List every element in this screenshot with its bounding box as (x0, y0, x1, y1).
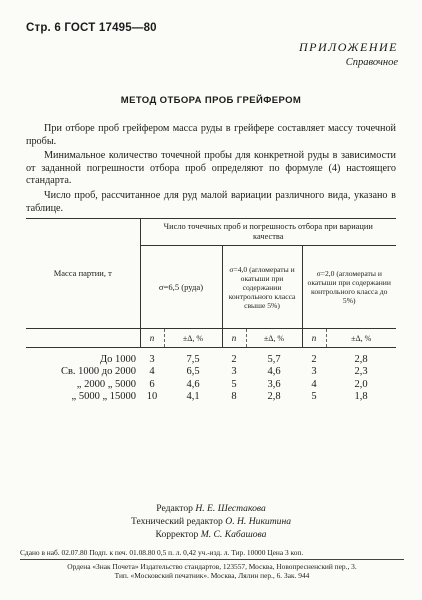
row-n1: 6 (149, 378, 155, 390)
subcol-n-3: n (302, 329, 326, 348)
paragraph-1-text: При отборе проб грейфером масса руды в грейфере составляет массу точечной пробы. (26, 123, 396, 147)
subgroup-header-1: σ=6,5 (руда) (140, 246, 222, 329)
print-details: Сдано в наб. 02.07.80 Подп. к печ. 01.08.80 0,5 п. л. 0,42 уч.-изд. л. Тир. 10000 Цена 3 коп. (20, 548, 304, 557)
subcol-delta-3: ±Δ, % (326, 329, 396, 348)
row-d3: 2,0 (354, 378, 368, 390)
row-d2: 2,8 (267, 391, 281, 403)
row-n2: 3 (231, 366, 237, 378)
appendix-label (299, 40, 398, 68)
row-mass: „ 5000 „ 15000 (71, 391, 136, 403)
subcol-n-2: n (222, 329, 246, 348)
table-row (26, 354, 396, 366)
appendix-subtitle: Справочное (345, 57, 398, 68)
row-n1: 3 (149, 354, 155, 365)
section-title: МЕТОД ОТБОРА ПРОБ ГРЕЙФЕРОМ (120, 95, 302, 106)
row-d3: 2,3 (354, 366, 368, 378)
credit-editor (0, 502, 422, 515)
paragraph-3-text: Число проб, рассчитанное для руд малой вариации различного вида, указано в таблице. (26, 190, 396, 214)
row-d2: 3,6 (267, 378, 281, 390)
row-d1: 4,1 (186, 391, 200, 403)
row-d2: 5,7 (267, 354, 281, 365)
row-mass: До 1000 (99, 354, 136, 365)
editor-role: Редактор (156, 503, 193, 514)
row-n2: 8 (231, 391, 237, 403)
corrector-name: М. С. Кабашова (200, 529, 267, 540)
sampling-table (26, 218, 396, 404)
row-n3: 3 (311, 366, 317, 378)
row-n2: 2 (231, 354, 237, 365)
row-d1: 6,5 (186, 366, 200, 378)
credit-tech-editor (0, 515, 422, 528)
subcol-blank (26, 329, 140, 348)
table-row (26, 379, 396, 391)
paragraph-3 (26, 190, 396, 215)
row-n1: 10 (146, 391, 158, 403)
row-mass: Св. 1000 до 2000 (60, 366, 136, 378)
row-n3: 2 (311, 354, 317, 365)
row-n3: 4 (311, 378, 317, 390)
paragraph-2-text: Минимальное количество точечной пробы для конкретной руды в зависимости от заданной погрешности отбора проб определяют по формуле (4) настоящего стандарта. (26, 150, 396, 187)
group-header: Число точечных проб и погрешность отбора при вариации качества (140, 219, 396, 246)
subgroup-header-2: σ=4,0 (агломераты и окатыши при содержании контрольного класса свыше 5%) (222, 246, 302, 329)
footer-divider (20, 559, 404, 560)
paragraph-2 (26, 150, 396, 188)
publication-info (20, 548, 404, 581)
table-row (26, 391, 396, 403)
row-n3: 5 (311, 391, 317, 403)
row-n2: 5 (231, 378, 237, 390)
paragraph-1 (26, 123, 396, 148)
row-n1: 4 (149, 366, 155, 378)
tech-editor-role: Технический редактор (130, 516, 223, 527)
subcol-delta-1: ±Δ, % (164, 329, 222, 348)
corrector-role: Корректор (155, 529, 199, 540)
credits (0, 502, 422, 541)
row-d1: 7,5 (186, 354, 200, 365)
row-d2: 4,6 (267, 366, 281, 378)
table-row (26, 366, 396, 378)
row-mass: „ 2000 „ 5000 (76, 378, 136, 390)
publisher-line: Ордена «Знак Почета» Издательство стандартов, 123557, Москва, Новопресненский пер., 3. (67, 561, 357, 571)
row-d3: 2,8 (354, 354, 368, 365)
credit-corrector (0, 528, 422, 541)
page-header: Стр. 6 ГОСТ 17495—80 (26, 22, 157, 34)
mass-column-header: Масса партии, т (53, 268, 112, 278)
row-d1: 4,6 (186, 378, 200, 390)
subgroup-header-3: σ=2,0 (агломераты и окатыши при содержании контрольного класса до 5%) (302, 246, 396, 329)
appendix-title: ПРИЛОЖЕНИЕ (299, 40, 398, 54)
row-d3: 1,8 (354, 391, 368, 403)
subcol-n-1: n (140, 329, 164, 348)
subcol-delta-2: ±Δ, % (246, 329, 302, 348)
printer-line: Тип. «Московский печатник». Москва, Лялин пер., 6. Зак. 944 (114, 571, 310, 581)
editor-name: Н. Е. Шестакова (195, 503, 266, 514)
tech-editor-name: О. Н. Никитина (225, 516, 292, 527)
